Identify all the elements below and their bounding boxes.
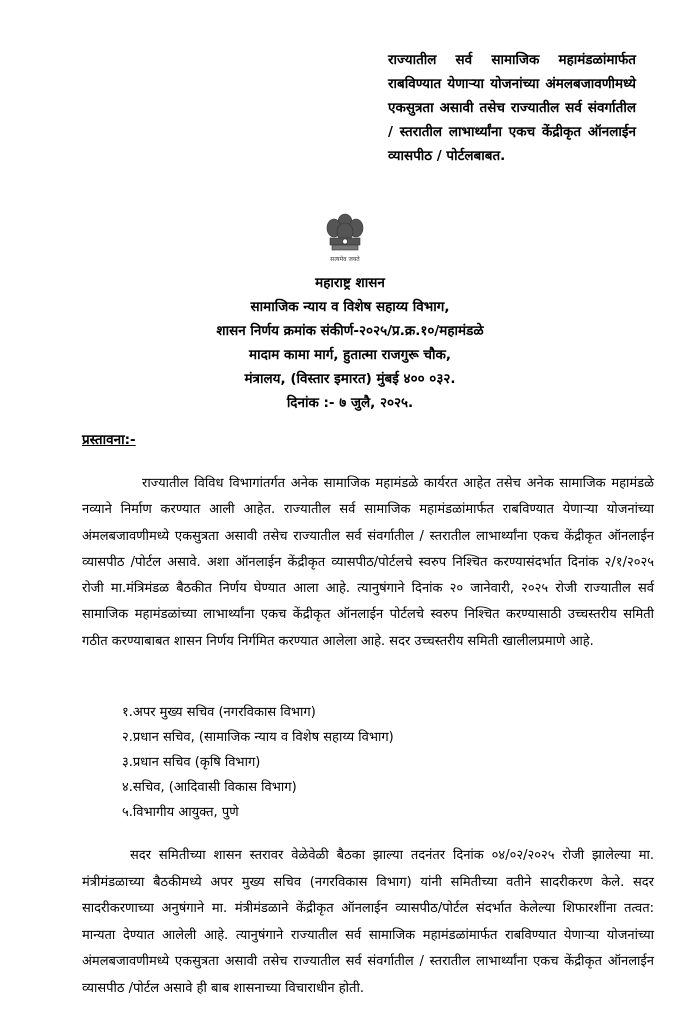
gr-number: शासन निर्णय क्रमांक संकीर्ण-२०२५/प्र.क्र.१०/महामंडळे <box>216 323 484 339</box>
department-name: सामाजिक न्याय व विशेष सहाय्य विभाग, <box>250 299 450 315</box>
list-item: ३.प्रधान सचिव (कृषि विभाग) <box>122 755 261 770</box>
document-date: दिनांक :- ७ जुलै, २०२५. <box>286 395 414 411</box>
emblem-motto: सत्यमेव जयते <box>330 256 360 263</box>
preamble-paragraph-2: सदर समितीच्या शासन स्तरावर वेळेवेळी बैठका झाल्या तदनंतर दिनांक ०४/०२/२०२५ रोजी झालेल्या मा. मंत्रीमंडळाच्या बैठकीमध्ये अपर मुख्य सचिव (नगरविकास विभाग) यांनी समितीच्या वतीने सादरीकरण केले. सदर सादरीकरणाच्या अनुषंगाने मा. मंत्रीमंडळाने केंद्रीकृत ऑनलाईन व्यासपीठ/पोर्टल संदर्भात केलेल्या शिफारशींना तत्वत: मान्यता देण्यात आलेली आहे. त्यानुषंगाने राज्यातील सर्व सामाजिक महामंडळांमार्फत राबविण्यात येणाऱ्या योजनांच्या अंमलबजावणीमध्ये एकसुत्रता असावी तसेच राज्यातील सर्व संवर्गातील / स्तरातील लाभार्थ्यांना एकच केंद्रीकृत ऑनलाईन व्यासपीठ /पोर्टल असावे ही बाब शासनाच्या विचाराधीन होती. <box>82 848 654 996</box>
preamble-paragraph-1: राज्यातील विविध विभागांतर्गत अनेक सामाजिक महामंडळे कार्यरत आहेत तसेच अनेक सामाजिक महामंडळे नव्याने निर्माण करण्यात आली आहेत. राज्यातील सर्व सामाजिक महामंडळांमार्फत राबविण्यात येणाऱ्या योजनांच्या अंमलबजावणीमध्ये एकसुत्रता असावी तसेच राज्यातील सर्व संवर्गातील / स्तरातील लाभार्थ्यांना एकच केंद्रीकृत ऑनलाईन व्यासपीठ /पोर्टल असावे. अशा ऑनलाईन केंद्रीकृत व्यासपीठ/पोर्टलचे स्वरुप निश्चित करण्यासंदर्भात दिनांक २/१/२०२५ रोजी मा.मंत्रिमंडळ बैठकीत निर्णय घेण्यात आला आहे. त्यानुषंगाने दिनांक २० जानेवारी, २०२५ रोजी राज्यातील सर्व सामाजिक महामंडळांच्या लाभार्थ्यांना एकच केंद्रीकृत ऑनलाईन पोर्टलचे स्वरुप निश्चित करण्यासाठी उच्चस्तरीय समिती गठीत करण्याबाबत शासन निर्णय निर्गमित करण्यात आलेला आहे. सदर उच्चस्तरीय समिती खालीलप्रमाणे आहे. <box>82 476 654 649</box>
ashoka-emblem-icon <box>320 210 370 268</box>
document-header <box>150 271 550 415</box>
list-item: ५.विभागीय आयुक्त, पुणे <box>122 805 239 820</box>
subject-heading: राज्यातील सर्व सामाजिक महामंडळांमार्फत राबविण्यात येणाऱ्या योजनांच्या अंमलबजावणीमध्ये एकसुत्रता असावी तसेच राज्यातील सर्व संवर्गातील / स्तरातील लाभार्थ्यांना एकच केंद्रीकृत ऑनलाईन व्यासपीठ / पोर्टलबाबत. <box>388 52 636 164</box>
list-item: ४.सचिव, (आदिवासी विकास विभाग) <box>122 780 297 795</box>
list-item: १.अपर मुख्य सचिव (नगरविकास विभाग) <box>122 705 316 720</box>
committee-list <box>122 700 394 825</box>
address-line-1: मादाम कामा मार्ग, हुतात्मा राजगुरू चौक, <box>249 347 451 363</box>
preamble-title: प्रस्तावना:- <box>82 432 136 448</box>
list-item: २.प्रधान सचिव, (सामाजिक न्याय व विशेष सहाय्य विभाग) <box>122 730 394 745</box>
government-name: महाराष्ट्र शासन <box>315 275 385 291</box>
address-line-2: मंत्रालय, (विस्तार इमारत) मुंबई ४०० ०३२. <box>244 371 456 387</box>
